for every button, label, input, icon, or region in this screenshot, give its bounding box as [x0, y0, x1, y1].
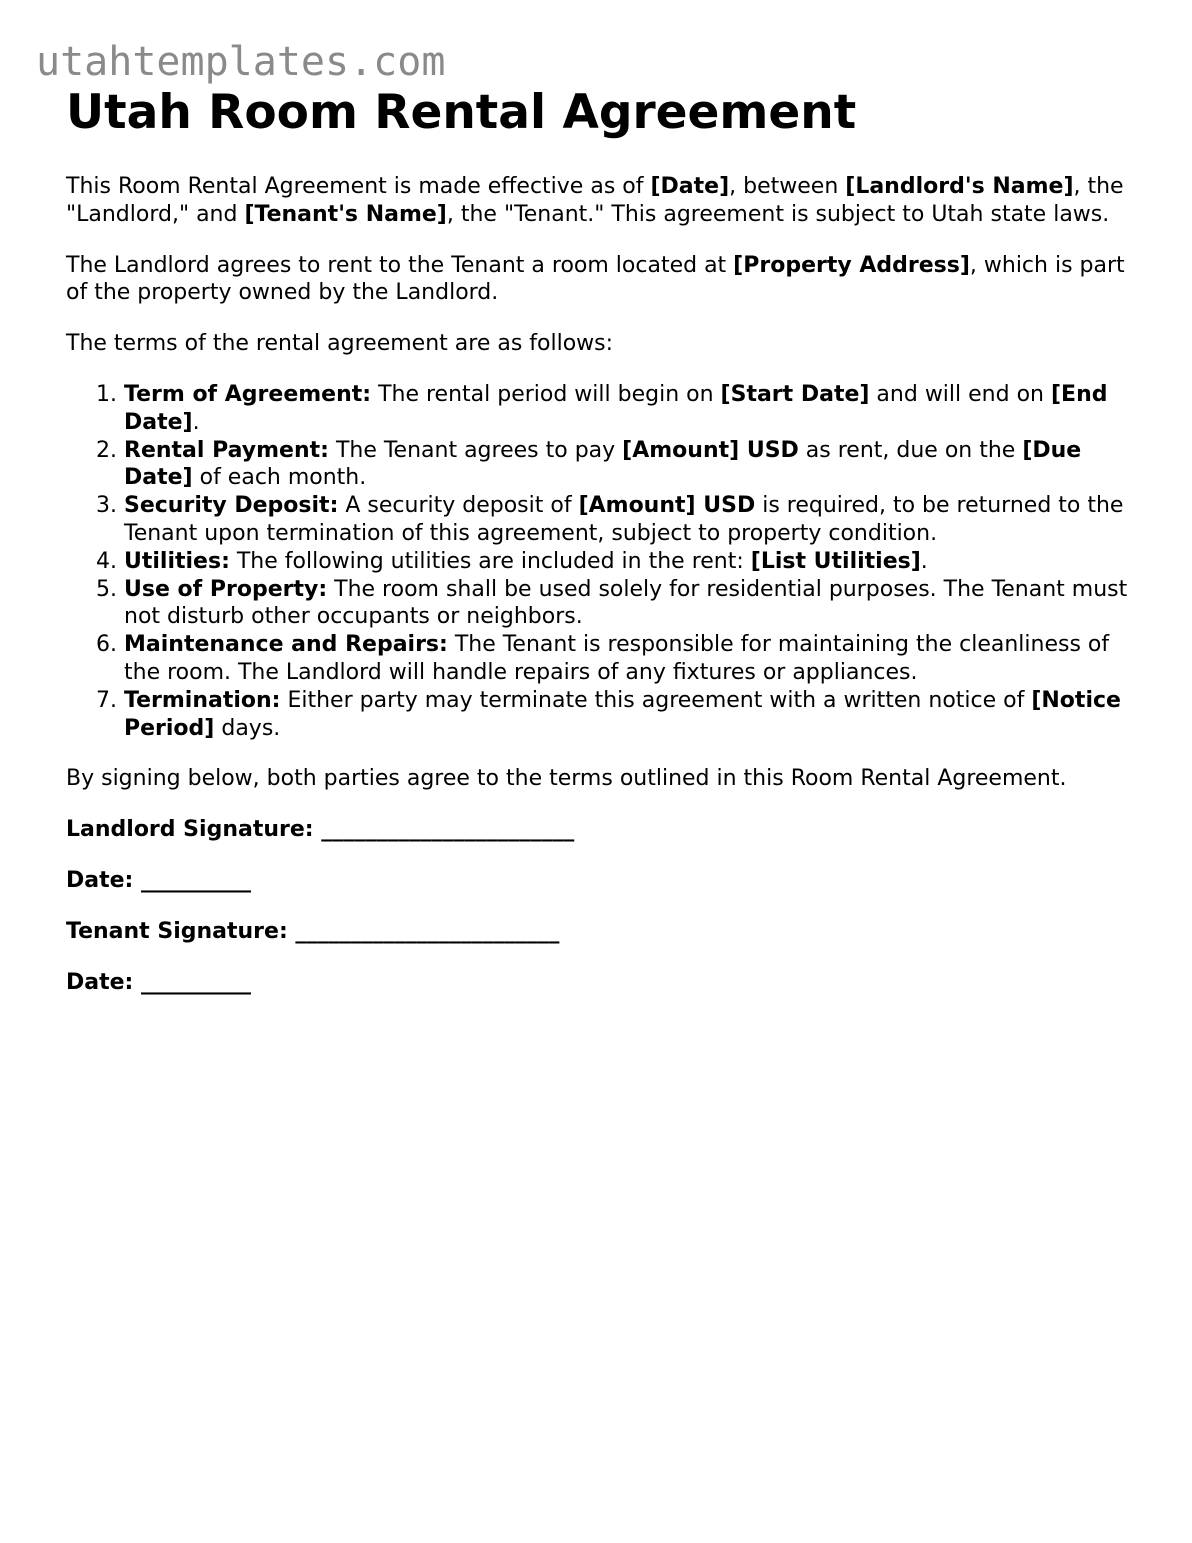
tenant-name-placeholder: [Tenant's Name] — [244, 201, 447, 227]
term-text: The room shall be used solely for residential purposes. The Tenant must not disturb other occupants or neighbors. — [124, 576, 1128, 630]
term-heading: Term of Agreement: — [124, 381, 372, 407]
term-text: The following utilities are included in the rent: — [229, 548, 751, 574]
intro-text: , the "Landlord," and — [66, 174, 1124, 227]
property-text: , which is part of the property owned by the Landlord. — [66, 252, 1125, 306]
property-address-placeholder: [Property Address] — [733, 252, 970, 278]
term-item — [124, 687, 1136, 743]
term-text: The Tenant is responsible for maintaining the cleanliness of the room. The Landlord will handle repairs of any fixtures or appliances. — [124, 632, 1110, 685]
landlord-date-line: Date: __________ — [66, 867, 252, 893]
rent-amount-placeholder: [Amount] USD — [622, 437, 799, 463]
term-text: . — [192, 409, 200, 435]
term-text: Either party may terminate this agreement with a written notice of — [280, 687, 1032, 713]
term-text: of each month. — [192, 465, 367, 491]
intro-text: , between — [729, 174, 846, 199]
term-item — [124, 631, 1136, 687]
watermark-text: utahtemplates.com — [36, 39, 446, 85]
term-heading: Rental Payment: — [124, 437, 329, 463]
term-text: is required, to be returned to the Tenant upon termination of this agreement, subject to property condition. — [124, 493, 1124, 546]
landlord-signature-line: Landlord Signature: _______________________ — [66, 817, 575, 843]
term-item — [124, 492, 1136, 548]
property-paragraph — [66, 252, 1136, 308]
property-text: The Landlord agrees to rent to the Tenant a room located at — [66, 252, 734, 278]
terms-intro: The terms of the rental agreement are as follows: — [66, 331, 614, 357]
document-body — [66, 84, 1136, 996]
start-date-placeholder: [Start Date] — [720, 381, 870, 407]
end-date-placeholder: [End Date] — [124, 381, 1108, 435]
closing-paragraph: By signing below, both parties agree to the terms outlined in this Room Rental Agreement. — [66, 766, 1067, 792]
term-item — [124, 548, 1136, 576]
term-text: . — [920, 548, 928, 574]
term-heading: Maintenance and Repairs: — [124, 632, 448, 658]
utilities-placeholder: [List Utilities] — [750, 548, 921, 574]
term-item — [124, 437, 1136, 493]
term-item — [124, 576, 1136, 632]
terms-list — [66, 381, 1136, 742]
term-heading: Utilities: — [124, 548, 230, 574]
tenant-date-line: Date: __________ — [66, 969, 252, 995]
due-date-placeholder: [Due Date] — [124, 437, 1082, 491]
term-heading: Termination: — [124, 687, 281, 713]
term-item — [124, 381, 1136, 437]
intro-text: , the "Tenant." This agreement is subject to Utah state laws. — [446, 201, 1110, 227]
intro-text: This Room Rental Agreement is made effective as of — [66, 174, 651, 199]
tenant-signature-line: Tenant Signature: ________________________ — [66, 918, 560, 944]
term-text: A security deposit of — [338, 493, 579, 519]
term-text: The Tenant agrees to pay — [328, 437, 623, 463]
deposit-amount-placeholder: [Amount] USD — [578, 493, 756, 519]
term-heading: Security Deposit: — [124, 493, 339, 519]
notice-period-placeholder: [Notice Period] — [124, 687, 1121, 741]
landlord-name-placeholder: [Landlord's Name] — [845, 174, 1074, 199]
term-text: as rent, due on the — [798, 437, 1023, 463]
effective-date-placeholder: [Date] — [650, 174, 730, 199]
term-text: days. — [214, 715, 281, 741]
document-title: Utah Room Rental Agreement — [66, 85, 857, 140]
intro-paragraph — [66, 173, 1136, 229]
term-text: The rental period will begin on — [371, 381, 721, 407]
term-text: and will end on — [869, 381, 1051, 407]
term-heading: Use of Property: — [124, 576, 328, 602]
